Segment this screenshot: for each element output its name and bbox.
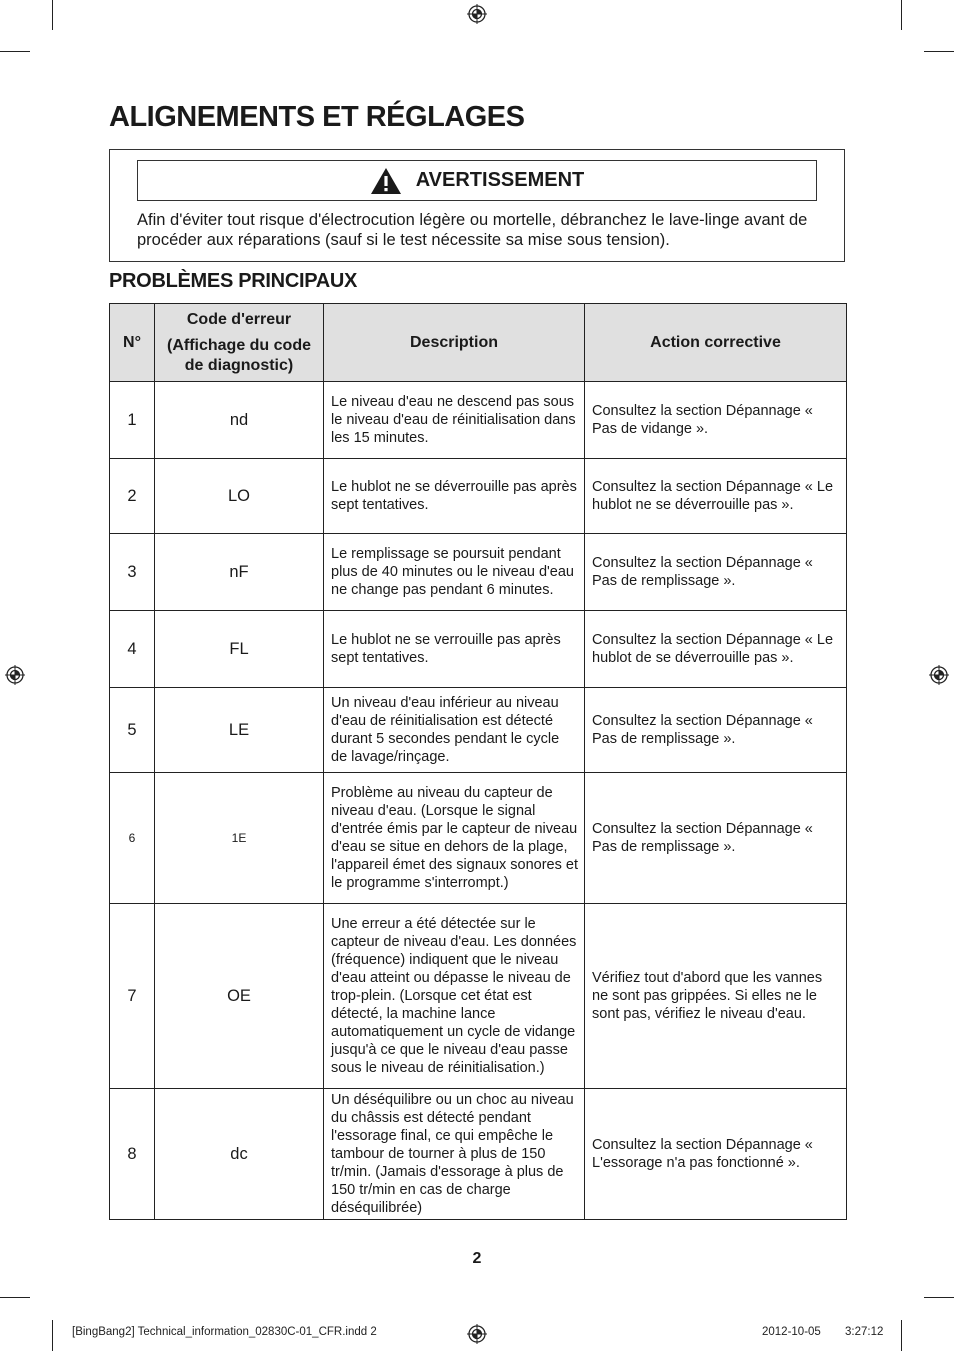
row-action: Vérifiez tout d'abord que les vannes ne sont pas grippées. Si elles ne le sont pas, vérifiez le niveau d'eau. bbox=[585, 904, 847, 1089]
header-code-line2: (Affichage du code de diagnostic) bbox=[166, 336, 311, 374]
row-error-code: FL bbox=[155, 611, 324, 688]
table-row bbox=[110, 459, 847, 534]
crop-mark bbox=[901, 0, 902, 30]
page-number: 2 bbox=[472, 1250, 482, 1267]
row-number: 5 bbox=[110, 688, 155, 773]
warning-header bbox=[137, 160, 817, 201]
header-code-line1: Code d'erreur bbox=[186, 310, 292, 328]
page-title: ALIGNEMENTS ET RÉGLAGES bbox=[109, 101, 525, 133]
row-action: Consultez la section Dépannage « Pas de remplissage ». bbox=[585, 688, 847, 773]
crop-mark bbox=[52, 0, 53, 30]
row-number: 4 bbox=[110, 611, 155, 688]
footer-file-name: [BingBang2] Technical_information_02830C-01_CFR.indd 2 bbox=[72, 1326, 377, 1338]
row-description: Le hublot ne se verrouille pas après sept tentatives. bbox=[324, 611, 585, 688]
registration-mark-icon bbox=[466, 1323, 488, 1345]
crop-mark bbox=[52, 1320, 53, 1351]
header-description: Description bbox=[324, 304, 585, 382]
registration-mark-icon bbox=[928, 664, 950, 686]
row-number: 8 bbox=[110, 1089, 155, 1220]
crop-mark bbox=[0, 1297, 30, 1298]
row-number: 2 bbox=[110, 459, 155, 534]
row-number: 3 bbox=[110, 534, 155, 611]
registration-mark-icon bbox=[4, 664, 26, 686]
row-number: 6 bbox=[110, 773, 155, 904]
row-description: Un niveau d'eau inférieur au niveau d'eau de réinitialisation est détecté durant 5 secondes pendant le cycle de lavage/rinçage. bbox=[324, 688, 585, 773]
table-row bbox=[110, 382, 847, 459]
crop-mark bbox=[924, 1297, 954, 1298]
row-action: Consultez la section Dépannage « Le hublot ne se déverrouille pas ». bbox=[585, 459, 847, 534]
row-action: Consultez la section Dépannage « L'essorage n'a pas fonctionné ». bbox=[585, 1089, 847, 1220]
table-row bbox=[110, 904, 847, 1089]
row-description: Le niveau d'eau ne descend pas sous le niveau d'eau de réinitialisation dans les 15 minutes. bbox=[324, 382, 585, 459]
warning-triangle-icon bbox=[370, 167, 402, 195]
header-error-code bbox=[155, 304, 324, 382]
warning-text: Afin d'éviter tout risque d'électrocution légère ou mortelle, débranchez le lave-linge avant de procéder aux réparations (sauf si le test nécessite sa mise sous tension). bbox=[137, 211, 808, 249]
header-number: N° bbox=[110, 304, 155, 382]
footer-time: 3:27:12 bbox=[845, 1326, 884, 1338]
row-description: Le hublot ne se déverrouille pas après sept tentatives. bbox=[324, 459, 585, 534]
table-row bbox=[110, 773, 847, 904]
table-row bbox=[110, 1089, 847, 1220]
row-error-code: LE bbox=[155, 688, 324, 773]
row-description: Problème au niveau du capteur de niveau d'eau. (Lorsque le signal d'entrée émis par le capteur de niveau d'eau se situe en dehors de la plage, l'appareil émet des signaux sonores et le programme s'interrompt.) bbox=[324, 773, 585, 904]
table-header-row bbox=[110, 304, 847, 382]
row-error-code: nd bbox=[155, 382, 324, 459]
warning-label: AVERTISSEMENT bbox=[415, 169, 585, 191]
footer-date: 2012-10-05 bbox=[762, 1326, 821, 1338]
row-action: Consultez la section Dépannage « Pas de remplissage ». bbox=[585, 773, 847, 904]
row-error-code: OE bbox=[155, 904, 324, 1089]
error-codes-table bbox=[109, 303, 847, 1220]
table-row bbox=[110, 688, 847, 773]
table-row bbox=[110, 611, 847, 688]
row-error-code: nF bbox=[155, 534, 324, 611]
row-action: Consultez la section Dépannage « Pas de remplissage ». bbox=[585, 534, 847, 611]
row-number: 1 bbox=[110, 382, 155, 459]
crop-mark bbox=[924, 51, 954, 52]
table-row bbox=[110, 534, 847, 611]
crop-mark bbox=[0, 51, 30, 52]
row-error-code: LO bbox=[155, 459, 324, 534]
registration-mark-icon bbox=[466, 3, 488, 25]
row-action: Consultez la section Dépannage « Le hublot de se déverrouille pas ». bbox=[585, 611, 847, 688]
row-description: Le remplissage se poursuit pendant plus de 40 minutes ou le niveau d'eau ne change pas pendant 6 minutes. bbox=[324, 534, 585, 611]
row-description: Un déséquilibre ou un choc au niveau du châssis est détecté pendant l'essorage final, ce qui empêche le tambour de tourner à plus de 150 tr/min. (Jamais d'essorage à plus de 150 tr/min en cas de charge déséquilibrée) bbox=[324, 1089, 585, 1220]
row-action: Consultez la section Dépannage « Pas de vidange ». bbox=[585, 382, 847, 459]
row-error-code: 1E bbox=[155, 773, 324, 904]
row-error-code: dc bbox=[155, 1089, 324, 1220]
row-description: Une erreur a été détectée sur le capteur de niveau d'eau. Les données (fréquence) indiquent que le niveau d'eau atteint ou dépasse le niveau de trop-plein. (Lorsque cet état est détecté, la machine lance automatiquement un cycle de vidange jusqu'à ce que le niveau d'eau passe sous le niveau de réinitialisation.) bbox=[324, 904, 585, 1089]
header-action: Action corrective bbox=[585, 304, 847, 382]
warning-box bbox=[109, 149, 845, 262]
section-title: PROBLÈMES PRINCIPAUX bbox=[109, 270, 358, 292]
row-number: 7 bbox=[110, 904, 155, 1089]
crop-mark bbox=[901, 1320, 902, 1351]
